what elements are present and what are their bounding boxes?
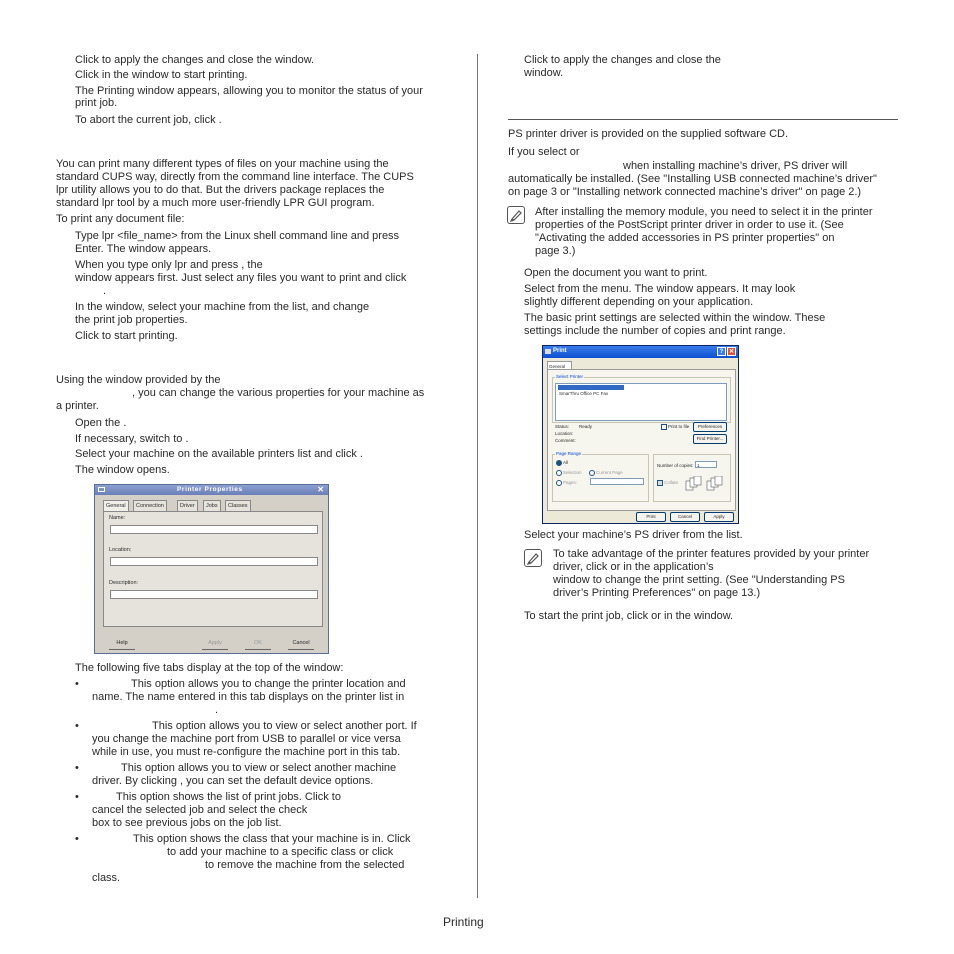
step-text: The window opens. <box>75 464 170 476</box>
printer-list[interactable] <box>555 383 727 421</box>
dialog-title: Print <box>553 348 567 354</box>
bullet-text: This option allows you to change the printer location and <box>131 678 406 690</box>
selected-printer-item[interactable] <box>558 385 624 390</box>
paragraph-line: Using the window provided by the <box>56 374 221 386</box>
step-text: To start the print job, click or in the window. <box>524 610 734 622</box>
print-dialog <box>542 345 739 524</box>
pages-label: Pages: <box>563 480 578 485</box>
text-line: Click to apply the changes and close the window. <box>75 54 315 66</box>
note-icon <box>524 549 542 567</box>
note-text: To take advantage of the printer features provided by your printer <box>553 548 870 560</box>
page-range-caption: Page Range <box>556 451 582 456</box>
column-divider <box>477 54 478 898</box>
paragraph-line: To print any document file: <box>56 213 185 225</box>
printer-item[interactable]: SmarThru Office PC Fax <box>559 391 609 396</box>
pages-input[interactable] <box>590 478 644 485</box>
print-to-file-checkbox[interactable] <box>661 424 667 430</box>
text-line: print job. <box>75 97 118 109</box>
tab-jobs[interactable]: Jobs <box>203 500 221 511</box>
dialog-titlebar <box>543 346 738 358</box>
paragraph-line: standard CUPS way, directly from the command line interface. The CUPS <box>56 171 414 183</box>
step-text: In the window, select your machine from the list, and change <box>75 301 370 313</box>
text-line: Click in the window to start printing. <box>75 69 248 81</box>
status-value: Ready <box>579 424 593 429</box>
step-text: The basic print settings are selected within the window. These <box>524 312 826 324</box>
paragraph-line: a printer. <box>56 400 99 412</box>
bullet-text: driver. By clicking , you can set the default device options. <box>92 775 374 787</box>
step-text: When you type only lpr and press , the <box>75 259 263 271</box>
dialog-titlebar <box>95 485 328 495</box>
bullet-text: class. <box>92 872 121 884</box>
description-label: Description: <box>109 580 139 586</box>
current-page-label: Current Page <box>596 470 623 475</box>
bullet: • <box>75 762 79 774</box>
text-line: The following five tabs display at the top of the window: <box>75 662 344 674</box>
bullet-text: This option shows the class that your machine is in. Click <box>133 833 411 845</box>
comment-label: Comment: <box>555 438 576 443</box>
section-rule <box>508 119 898 120</box>
copies-label: Number of copies: <box>657 463 694 468</box>
apply-button[interactable]: Apply <box>704 512 734 522</box>
location-label: Location: <box>555 431 574 436</box>
tab-driver[interactable]: Driver <box>177 500 198 511</box>
paragraph-line: You can print many different types of files on your machine using the <box>56 158 389 170</box>
close-icon[interactable]: ✕ <box>317 485 324 494</box>
tab-general[interactable]: General <box>547 361 572 372</box>
note-text: driver, click or in the application’s <box>553 561 714 573</box>
help-button[interactable]: Help <box>109 638 135 650</box>
step-text: If necessary, switch to . <box>75 433 189 445</box>
tab-general[interactable]: General <box>103 500 129 511</box>
cancel-button[interactable]: Cancel <box>670 512 700 522</box>
location-label: Location: <box>109 547 132 553</box>
step-text: Enter. The window appears. <box>75 243 212 255</box>
note-text: driver’s Printing Preferences" on page 13.) <box>553 587 761 599</box>
bullet: • <box>75 791 79 803</box>
step-text: slightly different depending on your application. <box>524 296 754 308</box>
text-line: window. <box>524 67 564 79</box>
bullet-text: This option allows you to view or select another port. If <box>152 720 417 732</box>
status-label: Status: <box>555 424 570 429</box>
note-text: After installing the memory module, you need to select it in the printer <box>535 206 873 218</box>
paragraph-line: standard lpr tool by a much more user-friendly LPR GUI program. <box>56 197 375 209</box>
description-field[interactable] <box>110 590 318 599</box>
step-text: settings include the number of copies and print range. <box>524 325 786 337</box>
collate-checkbox[interactable] <box>657 480 663 486</box>
bullet-text: . <box>215 704 219 716</box>
bullet: • <box>75 678 79 690</box>
paragraph-line: lpr utility allows you to do that. But the drivers package replaces the <box>56 184 385 196</box>
bullet-text: name. The name entered in this tab displays on the printer list in <box>92 691 405 703</box>
pages-radio[interactable] <box>556 480 562 486</box>
step-text: Open the document you want to print. <box>524 267 708 279</box>
bullet: • <box>75 833 79 845</box>
page-footer: Printing <box>443 915 484 929</box>
tab-classes[interactable]: Classes <box>225 500 251 511</box>
note-text: page 3.) <box>535 245 576 257</box>
preferences-button[interactable]: Preferences <box>693 422 727 432</box>
paragraph-line: automatically be installed. (See "Installing USB connected machine’s driver" <box>508 173 877 185</box>
text-line: To abort the current job, click . <box>75 114 222 126</box>
location-field[interactable] <box>110 557 318 566</box>
name-field[interactable] <box>110 525 318 534</box>
apply-button[interactable]: Apply <box>202 638 228 650</box>
text-line: Click to apply the changes and close the <box>524 54 721 66</box>
printer-icon <box>545 349 551 354</box>
selection-radio[interactable] <box>556 470 562 476</box>
collate-pages-icon <box>685 476 727 494</box>
step-text: Select from the menu. The window appears. It may look <box>524 283 796 295</box>
printer-properties-dialog <box>94 484 329 654</box>
step-text: the print job properties. <box>75 314 188 326</box>
tab-connection[interactable]: Connection <box>133 500 167 511</box>
collate-label: Collate <box>664 480 679 485</box>
find-printer-button[interactable]: Find Printer... <box>693 434 727 444</box>
step-text: window appears first. Just select any files you want to print and click <box>75 272 407 284</box>
window-menu-icon[interactable] <box>98 487 105 492</box>
bullet-text: This option allows you to view or select another machine <box>121 762 397 774</box>
bullet-text: while in use, you must re-configure the machine port in this tab. <box>92 746 401 758</box>
all-radio[interactable] <box>556 460 562 466</box>
selection-label: Selection <box>563 470 582 475</box>
bullet-text: to remove the machine from the selected <box>205 859 405 871</box>
ok-button[interactable]: OK <box>245 638 271 650</box>
cancel-button[interactable]: Cancel <box>288 638 314 650</box>
step-text: Select your machine on the available printers list and click . <box>75 448 363 460</box>
paragraph-line: If you select or <box>508 146 580 158</box>
note-text: window to change the print setting. (See "Understanding PS <box>553 574 845 586</box>
help-icon[interactable]: ? <box>717 347 726 356</box>
note-text: properties of the PostScript printer driver in order to use it. (See <box>535 219 844 231</box>
close-icon[interactable]: ✕ <box>728 349 735 355</box>
print-to-file-label: Print to file <box>668 424 690 429</box>
step-text: Type lpr <file_name> from the Linux shell command line and press <box>75 230 400 242</box>
bullet-text: you change the machine port from USB to parallel or vice versa <box>92 733 401 745</box>
paragraph-line: on page 3 or "Installing network connected machine’s driver" on page 2.) <box>508 186 862 198</box>
step-text: Click to start printing. <box>75 330 178 342</box>
paragraph-line: PS printer driver is provided on the supplied software CD. <box>508 128 789 140</box>
all-label: All <box>563 460 569 465</box>
bullet-text: This option shows the list of print jobs. Click to <box>116 791 341 803</box>
text-line: The Printing window appears, allowing you to monitor the status of your <box>75 85 423 97</box>
current-page-radio[interactable] <box>589 470 595 476</box>
dialog-title: Printer Properties <box>177 486 243 493</box>
note-text: "Activating the added accessories in PS printer properties" on <box>535 232 835 244</box>
bullet-text: box to see previous jobs on the job list. <box>92 817 282 829</box>
bullet: • <box>75 720 79 732</box>
bullet-text: cancel the selected job and select the check <box>92 804 308 816</box>
step-text: . <box>103 285 107 297</box>
copies-stepper[interactable]: 1 <box>695 461 717 468</box>
note-icon <box>507 206 525 224</box>
paragraph-line: , you can change the various properties for your machine as <box>132 387 425 399</box>
bullet-text: to add your machine to a specific class or click <box>167 846 394 858</box>
paragraph-line: when installing machine’s driver, PS driver will <box>623 160 848 172</box>
general-tab-panel <box>103 511 323 627</box>
step-text: Open the . <box>75 417 127 429</box>
name-label: Name: <box>109 515 126 521</box>
step-text: Select your machine’s PS driver from the list. <box>524 529 743 541</box>
print-button[interactable]: Print <box>636 512 666 522</box>
select-printer-caption: Select Printer <box>556 374 584 379</box>
